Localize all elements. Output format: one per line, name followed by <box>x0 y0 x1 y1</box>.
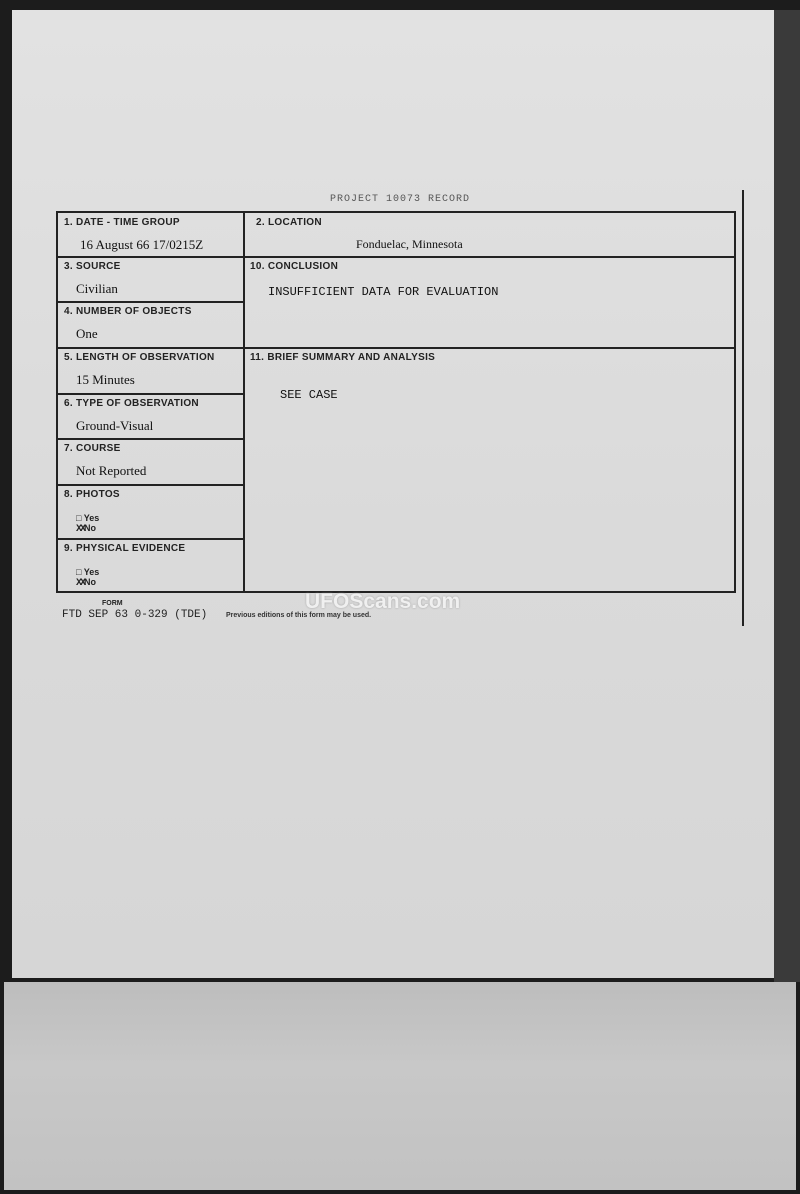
date-time-group-cell <box>58 213 244 257</box>
physical-evidence-no-mark: XX <box>76 578 85 589</box>
physical-evidence-no-option[interactable] <box>76 577 96 589</box>
number-of-objects-value: One <box>76 326 98 341</box>
record-form <box>56 211 736 593</box>
conclusion-cell <box>244 257 736 347</box>
footer-form-code: FTD SEP 63 0-329 (TDE) <box>62 609 208 621</box>
course-value: Not Reported <box>76 463 147 478</box>
conclusion-value: INSUFFICIENT DATA FOR EVALUATION <box>268 285 499 299</box>
form-header: PROJECT 10073 RECORD <box>330 194 471 205</box>
photos-no-mark: XX <box>76 524 85 535</box>
course-label: 7. COURSE <box>64 443 121 454</box>
type-of-observation-value: Ground-Visual <box>76 418 154 433</box>
source-cell <box>58 257 244 301</box>
type-of-observation-cell <box>58 394 244 439</box>
checkbox-icon: □ <box>76 513 82 523</box>
physical-evidence-no-label: No <box>84 577 97 587</box>
margin-rule <box>742 190 744 626</box>
watermark: UFOScans.com <box>305 590 461 613</box>
summary-value: SEE CASE <box>280 388 338 402</box>
physical-evidence-yes-option[interactable] <box>76 567 99 577</box>
summary-cell <box>244 348 736 593</box>
physical-evidence-cell <box>58 539 244 593</box>
location-value: Fonduelac, Minnesota <box>356 237 463 251</box>
summary-label: 11. BRIEF SUMMARY AND ANALYSIS <box>250 352 436 363</box>
source-label: 3. SOURCE <box>64 261 121 272</box>
physical-evidence-yes-label: Yes <box>83 567 100 577</box>
number-of-objects-label: 4. NUMBER OF OBJECTS <box>64 306 192 317</box>
location-cell <box>244 213 736 257</box>
conclusion-label: 10. CONCLUSION <box>250 261 339 272</box>
date-time-group-value: 16 August 66 17/0215Z <box>80 237 204 252</box>
type-of-observation-label: 6. TYPE OF OBSERVATION <box>64 398 199 409</box>
date-time-group-label: 1. DATE - TIME GROUP <box>64 217 180 228</box>
page-shadow <box>774 10 800 982</box>
location-label: 2. LOCATION <box>256 217 322 228</box>
photos-yes-label: Yes <box>83 513 100 523</box>
photos-cell <box>58 485 244 538</box>
footer-form-word: FORM <box>102 600 123 607</box>
length-of-observation-cell <box>58 348 244 393</box>
course-cell <box>58 439 244 484</box>
physical-evidence-label: 9. PHYSICAL EVIDENCE <box>64 543 186 554</box>
footer-note: Previous editions of this form may be used. <box>226 612 372 619</box>
background-surface <box>4 982 796 1190</box>
source-value: Civilian <box>76 281 118 296</box>
photos-no-option[interactable] <box>76 523 96 535</box>
length-of-observation-value: 15 Minutes <box>76 372 135 387</box>
photos-yes-option[interactable] <box>76 513 99 523</box>
length-of-observation-label: 5. LENGTH OF OBSERVATION <box>64 352 215 363</box>
number-of-objects-cell <box>58 302 244 347</box>
photos-no-label: No <box>84 523 97 533</box>
photos-label: 8. PHOTOS <box>64 489 120 500</box>
checkbox-icon: □ <box>76 567 82 577</box>
